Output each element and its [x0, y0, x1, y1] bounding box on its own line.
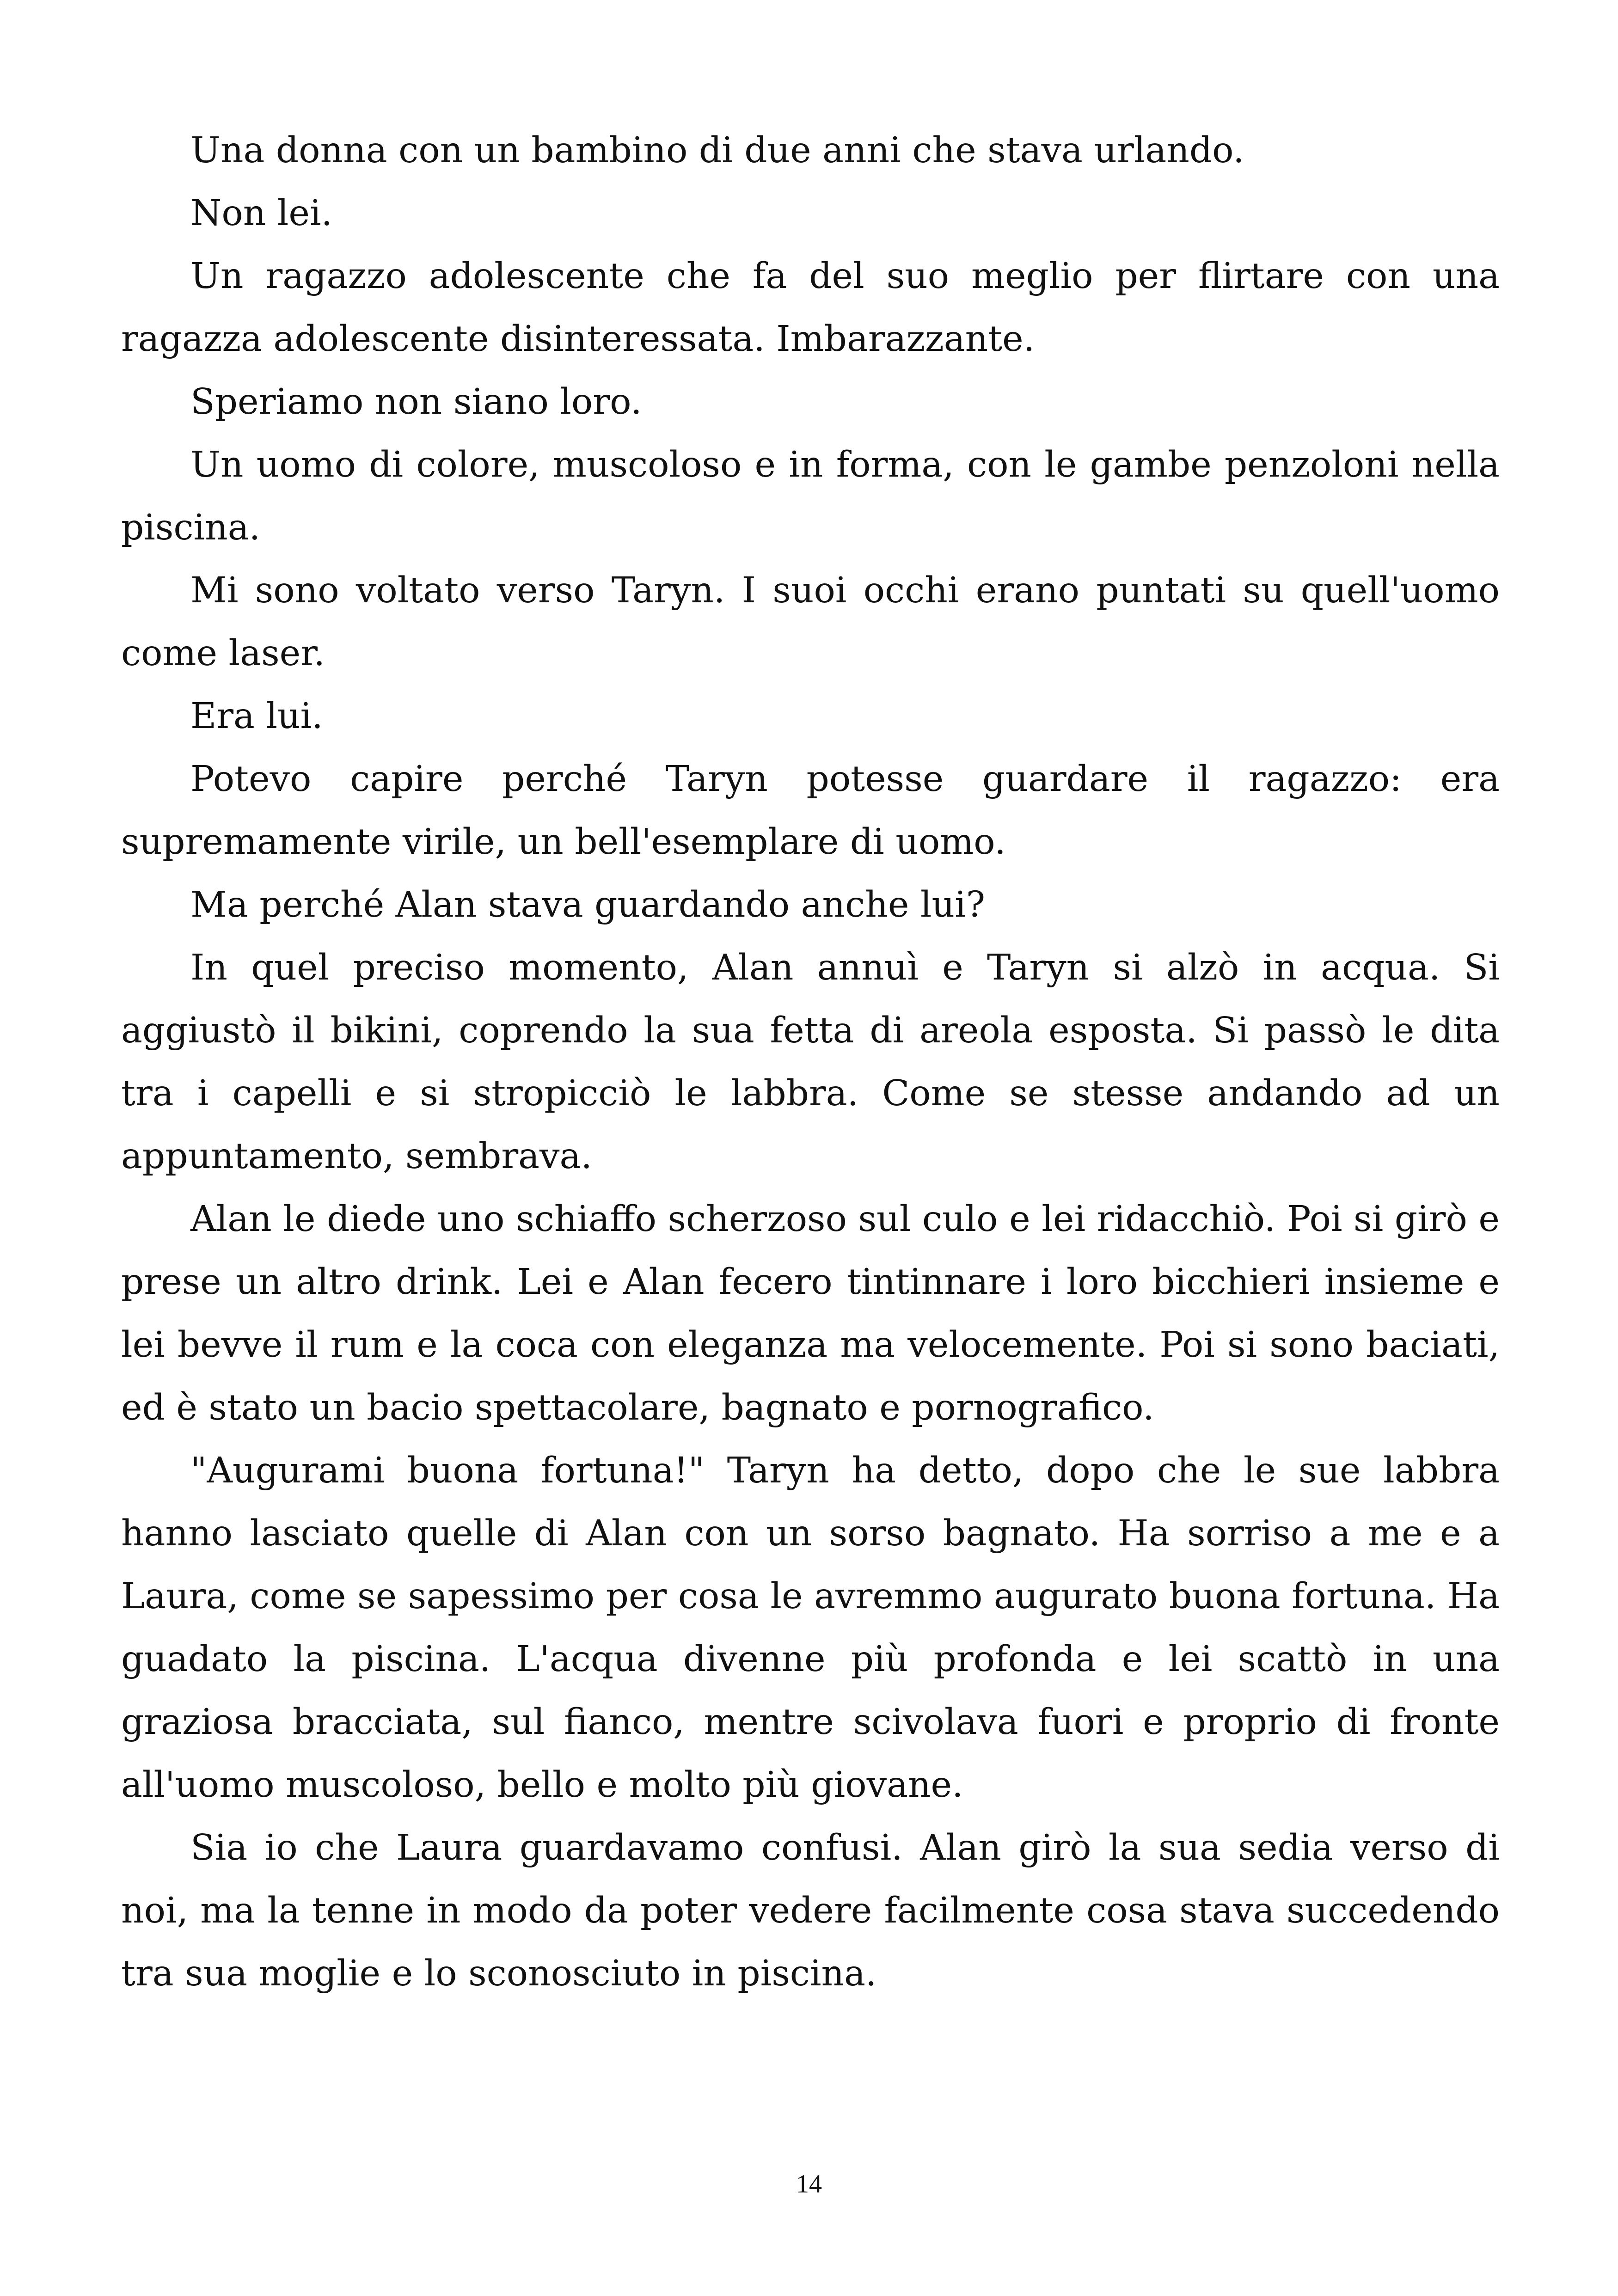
paragraph: Speriamo non siano loro. [190, 381, 642, 422]
paragraph: Ma perché Alan stava guardando anche lui? [190, 884, 986, 925]
body-text [121, 119, 1500, 2005]
paragraph: "Augurami buona fortuna!" Taryn ha detto, dopo che le sue labbra hanno lasciato quelle di Alan con un sorso bagnato. Ha sorriso a me e a Laura, come se sapessimo per cosa le avremmo augurato buona fortuna. Ha guadato la piscina. L'acqua divenne più profonda e lei scattò in una graziosa bracciata, sul fianco, mentre scivolava fuori e proprio di fronte all'uomo muscoloso, bello e molto più giovane. [121, 1450, 1500, 1806]
paragraph: Un uomo di colore, muscoloso e in forma, con le gambe penzoloni nella piscina. [121, 444, 1500, 548]
page-number: 14 [796, 2170, 822, 2198]
paragraph: Una donna con un bambino di due anni che stava urlando. [190, 130, 1244, 171]
paragraph: Alan le diede uno schiaffo scherzoso sul culo e lei ridacchiò. Poi si girò e prese un altro drink. Lei e Alan fecero tintinnare i loro bicchieri insieme e lei bevve il rum e la coca con eleganza ma velocemente. Poi si sono baciati, ed è stato un bacio spettacolare, bagnato e pornografico. [121, 1199, 1500, 1428]
paragraph: Sia io che Laura guardavamo confusi. Alan girò la sua sedia verso di noi, ma la tenne in modo da poter vedere facilmente cosa stava succedendo tra sua moglie e lo sconosciuto in piscina. [121, 1827, 1500, 1994]
paragraph: Mi sono voltato verso Taryn. I suoi occhi erano puntati su quell'uomo come laser. [121, 570, 1500, 674]
paragraph: In quel preciso momento, Alan annuì e Taryn si alzò in acqua. Si aggiustò il bikini, coprendo la sua fetta di areola esposta. Si passò le dita tra i capelli e si stropicciò le labbra. Come se stesse andando ad un appuntamento, sembrava. [121, 947, 1500, 1177]
paragraph: Non lei. [190, 193, 333, 234]
paragraph: Potevo capire perché Taryn potesse guardare il ragazzo: era supremamente virile, un bell'esemplare di uomo. [121, 759, 1500, 863]
paragraph: Era lui. [190, 696, 323, 737]
paragraph: Un ragazzo adolescente che fa del suo meglio per flirtare con una ragazza adolescente disinteressata. Imbarazzante. [121, 256, 1500, 360]
